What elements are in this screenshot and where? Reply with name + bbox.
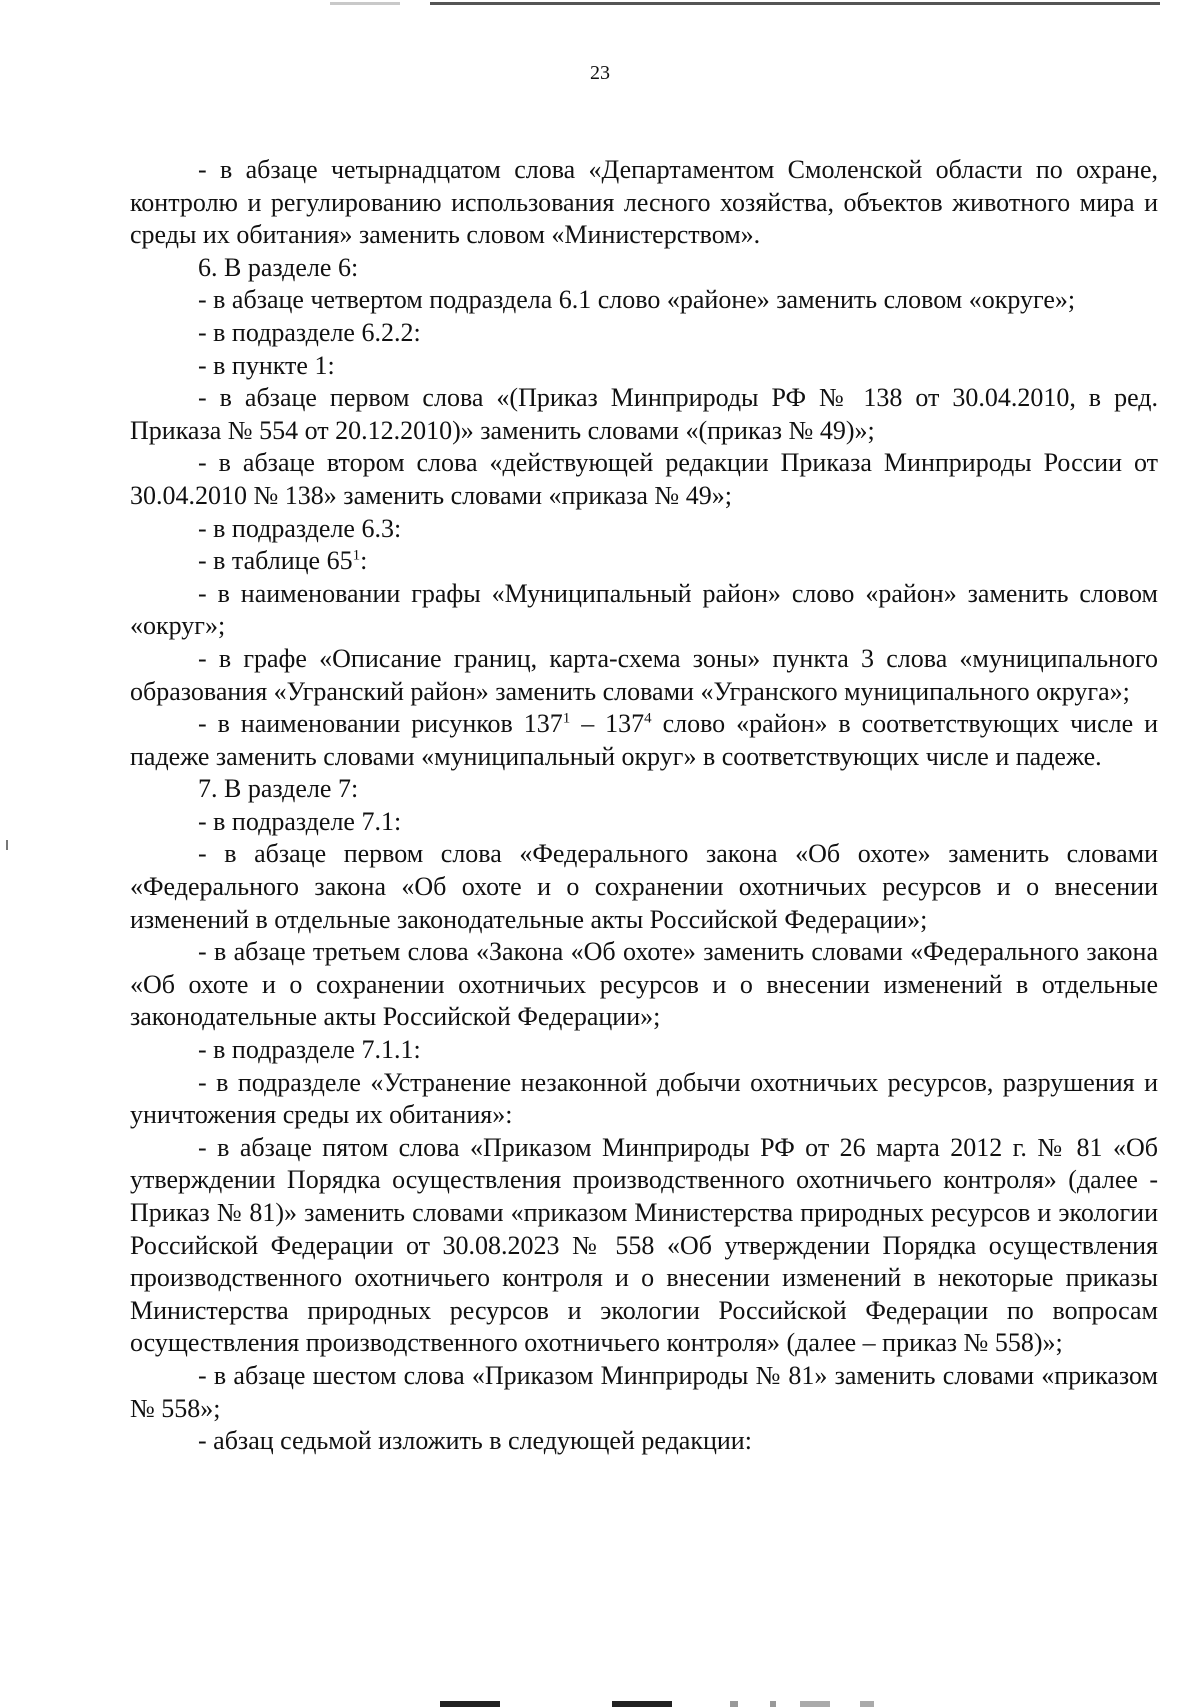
paragraph: - в абзаце первом слова «(Приказ Минприроды РФ № 138 от 30.04.2010, в ред. Приказа № 554 от 20.12.2010)» заменить словами «(приказ № 49)»; bbox=[130, 383, 1158, 445]
paragraph: - в подразделе 7.1.1: bbox=[198, 1035, 421, 1065]
paragraph: - в подразделе «Устранение незаконной добычи охотничьих ресурсов, разрушения и уничтожения среды их обитания»: bbox=[130, 1067, 1158, 1130]
paragraph: 7. В разделе 7: bbox=[198, 774, 359, 804]
figures-ref-superscript-4: 4 bbox=[644, 710, 652, 727]
paragraph: - в абзаце пятом слова «Приказом Минприроды РФ от 26 марта 2012 г. № 81 «Об утверждении Порядка осуществления производственного охотничьего контроля» (далее - Приказ № 81)» заменить словами «приказом Министерства природных ресурсов и экологии Российской Федерации от 30.08.2023 № 558 «Об утверждении Порядка осуществления производственного охотничьего контроля и о внесении изменений в некоторые приказы Министерства природных ресурсов и экологии Российской Федерации по вопросам осуществления производственного охотничьего контроля» (далее – приказ № 558)»; bbox=[130, 1132, 1158, 1358]
scan-margin-mark bbox=[6, 840, 8, 850]
scan-artifact-mark bbox=[440, 1701, 500, 1707]
paragraph: - в абзаце четвертом подраздела 6.1 слово «районе» заменить словом «округе»; bbox=[198, 285, 1076, 315]
paragraph: 6. В разделе 6: bbox=[198, 252, 359, 282]
paragraph: - в абзаце четырнадцатом слова «Департаментом Смоленской области по охране, контролю и регулированию использования лесного хозяйства, объектов животного мира и среды их обитания» заменить словом «Министерством». bbox=[130, 155, 1158, 250]
table-ref-superscript: 1 bbox=[352, 547, 361, 564]
scan-edge-line bbox=[330, 2, 1160, 5]
scan-artifact-mark bbox=[800, 1701, 830, 1707]
paragraph: - в абзаце третьем слова «Закона «Об охоте» заменить словами «Федерального закона «Об охоте и о сохранении охотничьих ресурсов и о внесении изменений в отдельные законодательные акты Российской Федерации»; bbox=[130, 937, 1158, 1032]
paragraph: - в абзаце втором слова «действующей редакции Приказа Минприроды России от 30.04.2010 № 138» заменить словами «приказа № 49»; bbox=[130, 448, 1158, 510]
paragraph: - в наименовании графы «Муниципальный район» слово «район» заменить словом «округ»; bbox=[130, 578, 1158, 641]
table-ref-text: - в таблице 65 bbox=[198, 546, 353, 576]
paragraph: - в подразделе 6.2.2: bbox=[198, 317, 421, 347]
scan-bottom-artifacts bbox=[0, 1697, 1200, 1707]
paragraph: - в пункте 1: bbox=[198, 350, 335, 380]
scan-artifact-mark bbox=[730, 1701, 738, 1707]
figures-ref-dash: – 137 bbox=[570, 709, 645, 739]
paragraph: - в подразделе 6.3: bbox=[198, 513, 402, 543]
figures-ref-suffix: слово «район» в соответствующих числе и падеже заменить словами «муниципальный округ» в соответствующих числе и падеже. bbox=[130, 709, 1158, 771]
figures-ref-superscript-1: 1 bbox=[562, 710, 571, 727]
figures-ref-text: - в наименовании рисунков 137 bbox=[198, 709, 563, 739]
scan-artifact-mark bbox=[612, 1701, 672, 1707]
paragraph: - в подразделе 7.1: bbox=[198, 806, 402, 836]
paragraph-table-reference bbox=[130, 545, 1158, 578]
paragraph: - в графе «Описание границ, карта-схема зоны» пункта 3 слова «муниципального образования «Угранский район» заменить словами «Угранского муниципального округа»; bbox=[130, 643, 1158, 706]
paragraph-figures-reference bbox=[130, 708, 1158, 773]
paragraph: - в абзаце первом слова «Федерального закона «Об охоте» заменить словами «Федерального закона «Об охоте и о сохранении охотничьих ресурсов и о внесении изменений в отдельные законодательные акты Российской Федерации»; bbox=[130, 839, 1158, 934]
paragraph: - абзац седьмой изложить в следующей редакции: bbox=[198, 1426, 752, 1456]
table-ref-suffix: : bbox=[360, 546, 368, 576]
scan-artifact-mark bbox=[770, 1701, 776, 1707]
paragraph: - в абзаце шестом слова «Приказом Минприроды № 81» заменить словами «приказом № 558»; bbox=[130, 1360, 1158, 1423]
page-number: 23 bbox=[590, 62, 610, 84]
scan-artifact-mark bbox=[860, 1701, 874, 1707]
document-body bbox=[130, 154, 1158, 1458]
